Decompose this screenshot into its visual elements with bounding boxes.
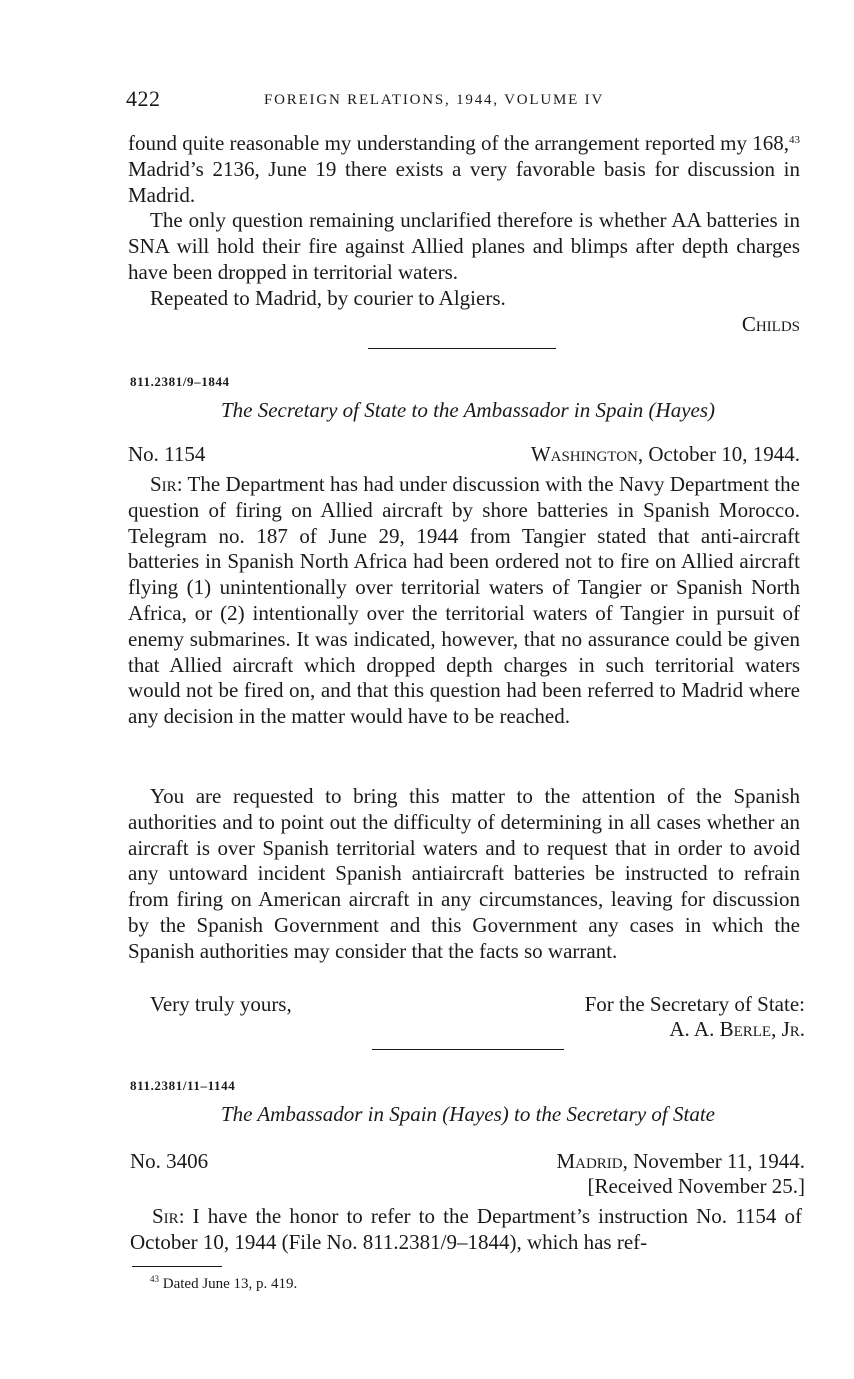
salutation: Sir — [152, 1204, 179, 1228]
letter-paragraph-1: Sir: The Department has had under discussion with the Navy Department the question of firing on Allied aircraft by shore batteries in Spanish Morocco. Telegram no. 187 of June 29, 1944 from Tangier stated that anti-aircraft batteries in Spanish North Africa had been ordered not to fire on Allied aircraft flying (1) unintentionally over territorial waters of Tangier or Spanish North Africa, or (2) intentionally over the territorial waters of Tangier in pursuit of enemy submarines. It was indicated, however, that no assurance could be given that Allied aircraft which dropped depth charges in such territorial waters would not be fired on, and that this question had been referred to Madrid where any decision in the matter would have to be reached. — [128, 472, 800, 729]
file-number-2: 811.2381/11–1144 — [130, 1078, 236, 1093]
document-number-1: No. 1154 — [128, 442, 206, 466]
running-head: FOREIGN RELATIONS, 1944, VOLUME IV — [264, 92, 605, 108]
dateline-2: Madrid, November 11, 1944. — [556, 1149, 805, 1173]
footnote-rule — [132, 1266, 222, 1267]
for-line: For the Secretary of State: — [584, 992, 805, 1016]
file-number-1: 811.2381/9–1844 — [130, 374, 230, 389]
document-number-2: No. 3406 — [130, 1149, 209, 1173]
continuation-paragraph-3: Repeated to Madrid, by courier to Algiers. — [150, 286, 506, 310]
letter-paragraph-3: Sir: I have the honor to refer to the Department’s instruction No. 1154 of October 10, 1944 (File No. 811.2381/9–1844), which has ref- — [130, 1204, 802, 1254]
closing: Very truly yours, — [150, 992, 292, 1016]
dateline-1: Washington, October 10, 1944. — [530, 442, 800, 466]
section-divider — [368, 348, 556, 349]
continuation-paragraph-2: The only question remaining unclarified therefore is whether AA batteries in SNA will hold their fire against Allied planes and blimps after depth charges have been dropped in territorial waters. — [128, 208, 800, 284]
document-title-2: The Ambassador in Spain (Hayes) to the Secretary of State — [220, 1102, 715, 1126]
footnote: $^{43}$ Dated June 13, p. 419. — [150, 1274, 298, 1292]
signature-childs: Childs — [741, 312, 800, 336]
document-title-1: The Secretary of State to the Ambassador in Spain (Hayes) — [220, 398, 715, 422]
page-number: 422 — [126, 86, 161, 111]
page-header — [126, 86, 806, 116]
letter-paragraph-2: You are requested to bring this matter to the attention of the Spanish authorities and to point out the difficulty of determining in all cases whether an aircraft is over Spanish territorial waters and to request that in order to avoid any untoward incident Spanish antiaircraft batteries be instructed to refrain from firing on American aircraft in any circumstances, leaving for discussion by the Spanish Government and this Government any cases in which the Spanish authorities may consider that the facts so warrant. — [128, 784, 800, 963]
signature-berle: A. A. Berle, Jr. — [669, 1017, 805, 1041]
received-date: [Received November 25.] — [587, 1174, 805, 1198]
salutation: Sir — [150, 472, 177, 496]
footnote-ref[interactable]: 43 — [789, 134, 800, 146]
section-divider — [372, 1049, 564, 1050]
continuation-paragraph-1: found quite reasonable my understanding of the arrangement reported my 168,43 Madrid’s 2136, June 19 there exists a very favorable basis for discussion in Madrid. — [128, 131, 800, 207]
